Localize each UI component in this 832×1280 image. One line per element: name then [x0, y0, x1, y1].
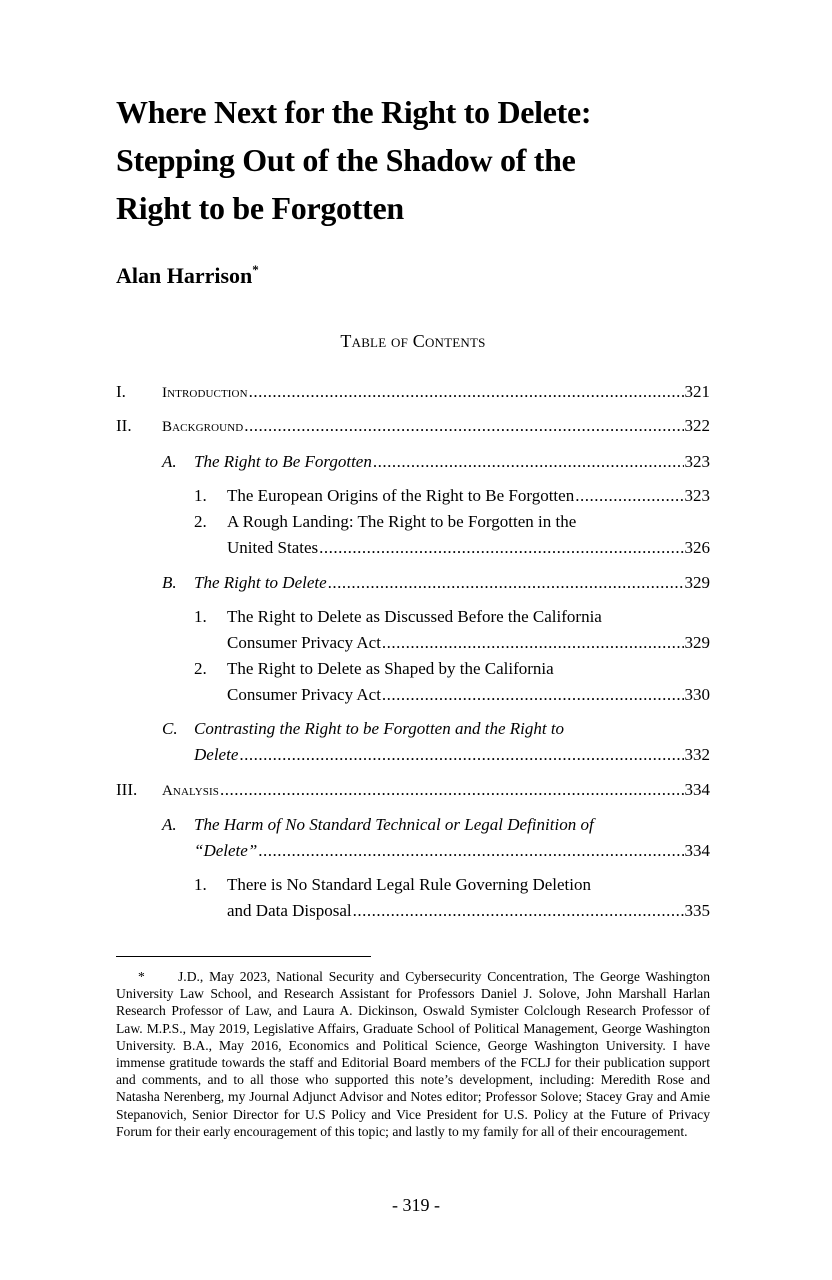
toc-entry-page: 321 — [684, 382, 710, 401]
toc-entry-body — [227, 483, 710, 509]
toc-dot-leader — [328, 570, 684, 596]
toc-dot-leader — [353, 898, 684, 924]
toc-entry-page: 326 — [684, 538, 710, 557]
toc-entry-body — [194, 716, 710, 768]
toc-entry-title-line: United States — [227, 538, 319, 557]
toc-entry-page: 323 — [684, 452, 710, 471]
toc-entry-number: 1. — [194, 875, 207, 894]
toc-entry-title-line: The European Origins of the Right to Be Forgotten — [227, 486, 575, 505]
author-footnote — [116, 968, 710, 1140]
toc-entry[interactable] — [194, 483, 710, 509]
toc-entry-title-line: Background — [162, 419, 244, 435]
toc-entry-body — [162, 777, 710, 804]
toc-entry-number: B. — [162, 573, 177, 592]
toc-entry-page: 329 — [684, 633, 710, 652]
toc-dot-leader — [575, 483, 683, 509]
toc-dot-leader — [319, 535, 683, 561]
toc-dot-leader — [382, 630, 684, 656]
author-byline — [116, 261, 259, 291]
toc-entry[interactable] — [116, 379, 710, 405]
toc-entry-number: 1. — [194, 607, 207, 626]
toc-entry[interactable] — [194, 604, 710, 656]
toc-dot-leader — [373, 449, 684, 475]
page-number: - 319 - — [392, 1195, 440, 1215]
toc-entry-title-line: The Right to Delete — [194, 573, 327, 592]
toc-entry[interactable] — [116, 413, 710, 439]
toc-entry[interactable] — [194, 509, 710, 561]
article-title — [116, 88, 756, 232]
toc-entry[interactable] — [116, 777, 710, 803]
toc-entry-title-line: There is No Standard Legal Rule Governing Deletion — [227, 875, 591, 894]
toc-entry-page: 335 — [684, 901, 710, 920]
toc-entry-title-line: and Data Disposal — [227, 901, 352, 920]
toc-entry-title-line: Delete — [194, 745, 239, 764]
toc-entry-page: 323 — [684, 486, 710, 505]
toc-entry[interactable] — [162, 570, 710, 596]
toc-dot-leader — [382, 682, 684, 708]
toc-entry-body — [194, 570, 710, 596]
toc-entry-number: III. — [116, 780, 138, 799]
toc-entry-number: A. — [162, 815, 177, 834]
toc-entry-title-line: Consumer Privacy Act — [227, 685, 381, 704]
author-footnote-marker[interactable]: * — [252, 262, 259, 277]
toc-entry-page: 322 — [684, 416, 710, 435]
toc-entry[interactable] — [194, 656, 710, 708]
toc-entry-body — [162, 379, 710, 406]
toc-entry-body — [162, 413, 710, 440]
toc-entry-body — [227, 509, 710, 561]
toc-entry[interactable] — [162, 449, 710, 475]
footnote-divider — [116, 956, 371, 957]
toc-entry-number: I. — [116, 382, 126, 401]
toc-entry-title-line: Analysis — [162, 783, 219, 799]
title-line: Stepping Out of the Shadow of the — [116, 142, 576, 178]
toc-entry-page: 334 — [684, 841, 710, 860]
toc-entry-body — [227, 604, 710, 656]
toc-entry-body — [227, 656, 710, 708]
toc-dot-leader — [258, 838, 683, 864]
toc-entry-body — [227, 872, 710, 924]
toc-entry-title-line: The Harm of No Standard Technical or Legal Definition of — [194, 815, 594, 834]
toc-entry-title-line: The Right to Delete as Shaped by the California — [227, 659, 554, 678]
title-line: Where Next for the Right to Delete: — [116, 94, 592, 130]
toc-entry-number: C. — [162, 719, 178, 738]
toc-entry-page: 330 — [684, 685, 710, 704]
toc-entry-number: 2. — [194, 512, 207, 531]
toc-entry-number: 2. — [194, 659, 207, 678]
toc-entry[interactable] — [162, 812, 710, 864]
toc-entry-title-line: The Right to Be Forgotten — [194, 452, 372, 471]
toc-entry-title-line: “Delete” — [194, 841, 258, 860]
toc-dot-leader — [249, 379, 684, 405]
author-name: Alan Harrison — [116, 263, 253, 288]
toc-entry-title-line: Introduction — [162, 385, 248, 401]
toc-entry[interactable] — [162, 716, 710, 768]
toc-entry[interactable] — [194, 872, 710, 924]
toc-entry-number: II. — [116, 416, 132, 435]
toc-entry-page: 334 — [684, 780, 710, 799]
footnote-text: J.D., May 2023, National Security and Cybersecurity Concentration, The George Washington University Law School, and Research Assistant for Professors Daniel J. Solove, John Marshall Harlan Research Professor of Law, and Laura A. Dickinson, Oswald Symister Colclough Research Professor of Law. M.P.S., May 2019, Legislative Affairs, Graduate School of Political Management, George Washington University. B.A., May 2016, Economics and Political Science, George Washington University. I have immense gratitude towards the staff and Editorial Board members of the FCLJ for their publication support and comments, and to all those who supported this note’s development, including: Meredith Rose and Natasha Nerenberg, my Journal Adjunct Advisor and Notes editor; Professor Solove; Stacey Gray and Amie Stepanovich, Senior Director for U.S Policy and Vice President for U.S. Policy at the Future of Privacy Forum for their early encouragement of this topic; and lastly to my family for all of their encouragement. — [116, 969, 710, 1139]
footnote-marker: * — [138, 969, 145, 984]
toc-entry-page: 329 — [684, 573, 710, 592]
toc-entry-body — [194, 449, 710, 475]
toc-dot-leader — [239, 742, 683, 768]
toc-entry-title-line: A Rough Landing: The Right to be Forgotten in the — [227, 512, 577, 531]
title-line: Right to be Forgotten — [116, 190, 404, 226]
toc-entry-body — [194, 812, 710, 864]
toc-heading: Table of Contents — [340, 331, 486, 351]
toc-dot-leader — [220, 777, 684, 803]
toc-entry-title-line: The Right to Delete as Discussed Before the California — [227, 607, 602, 626]
toc-entry-title-line: Contrasting the Right to be Forgotten and the Right to — [194, 719, 565, 738]
toc-entry-number: A. — [162, 452, 177, 471]
toc-entry-number: 1. — [194, 486, 207, 505]
toc-dot-leader — [244, 413, 683, 439]
toc-entry-title-line: Consumer Privacy Act — [227, 633, 381, 652]
toc-entry-page: 332 — [684, 745, 710, 764]
